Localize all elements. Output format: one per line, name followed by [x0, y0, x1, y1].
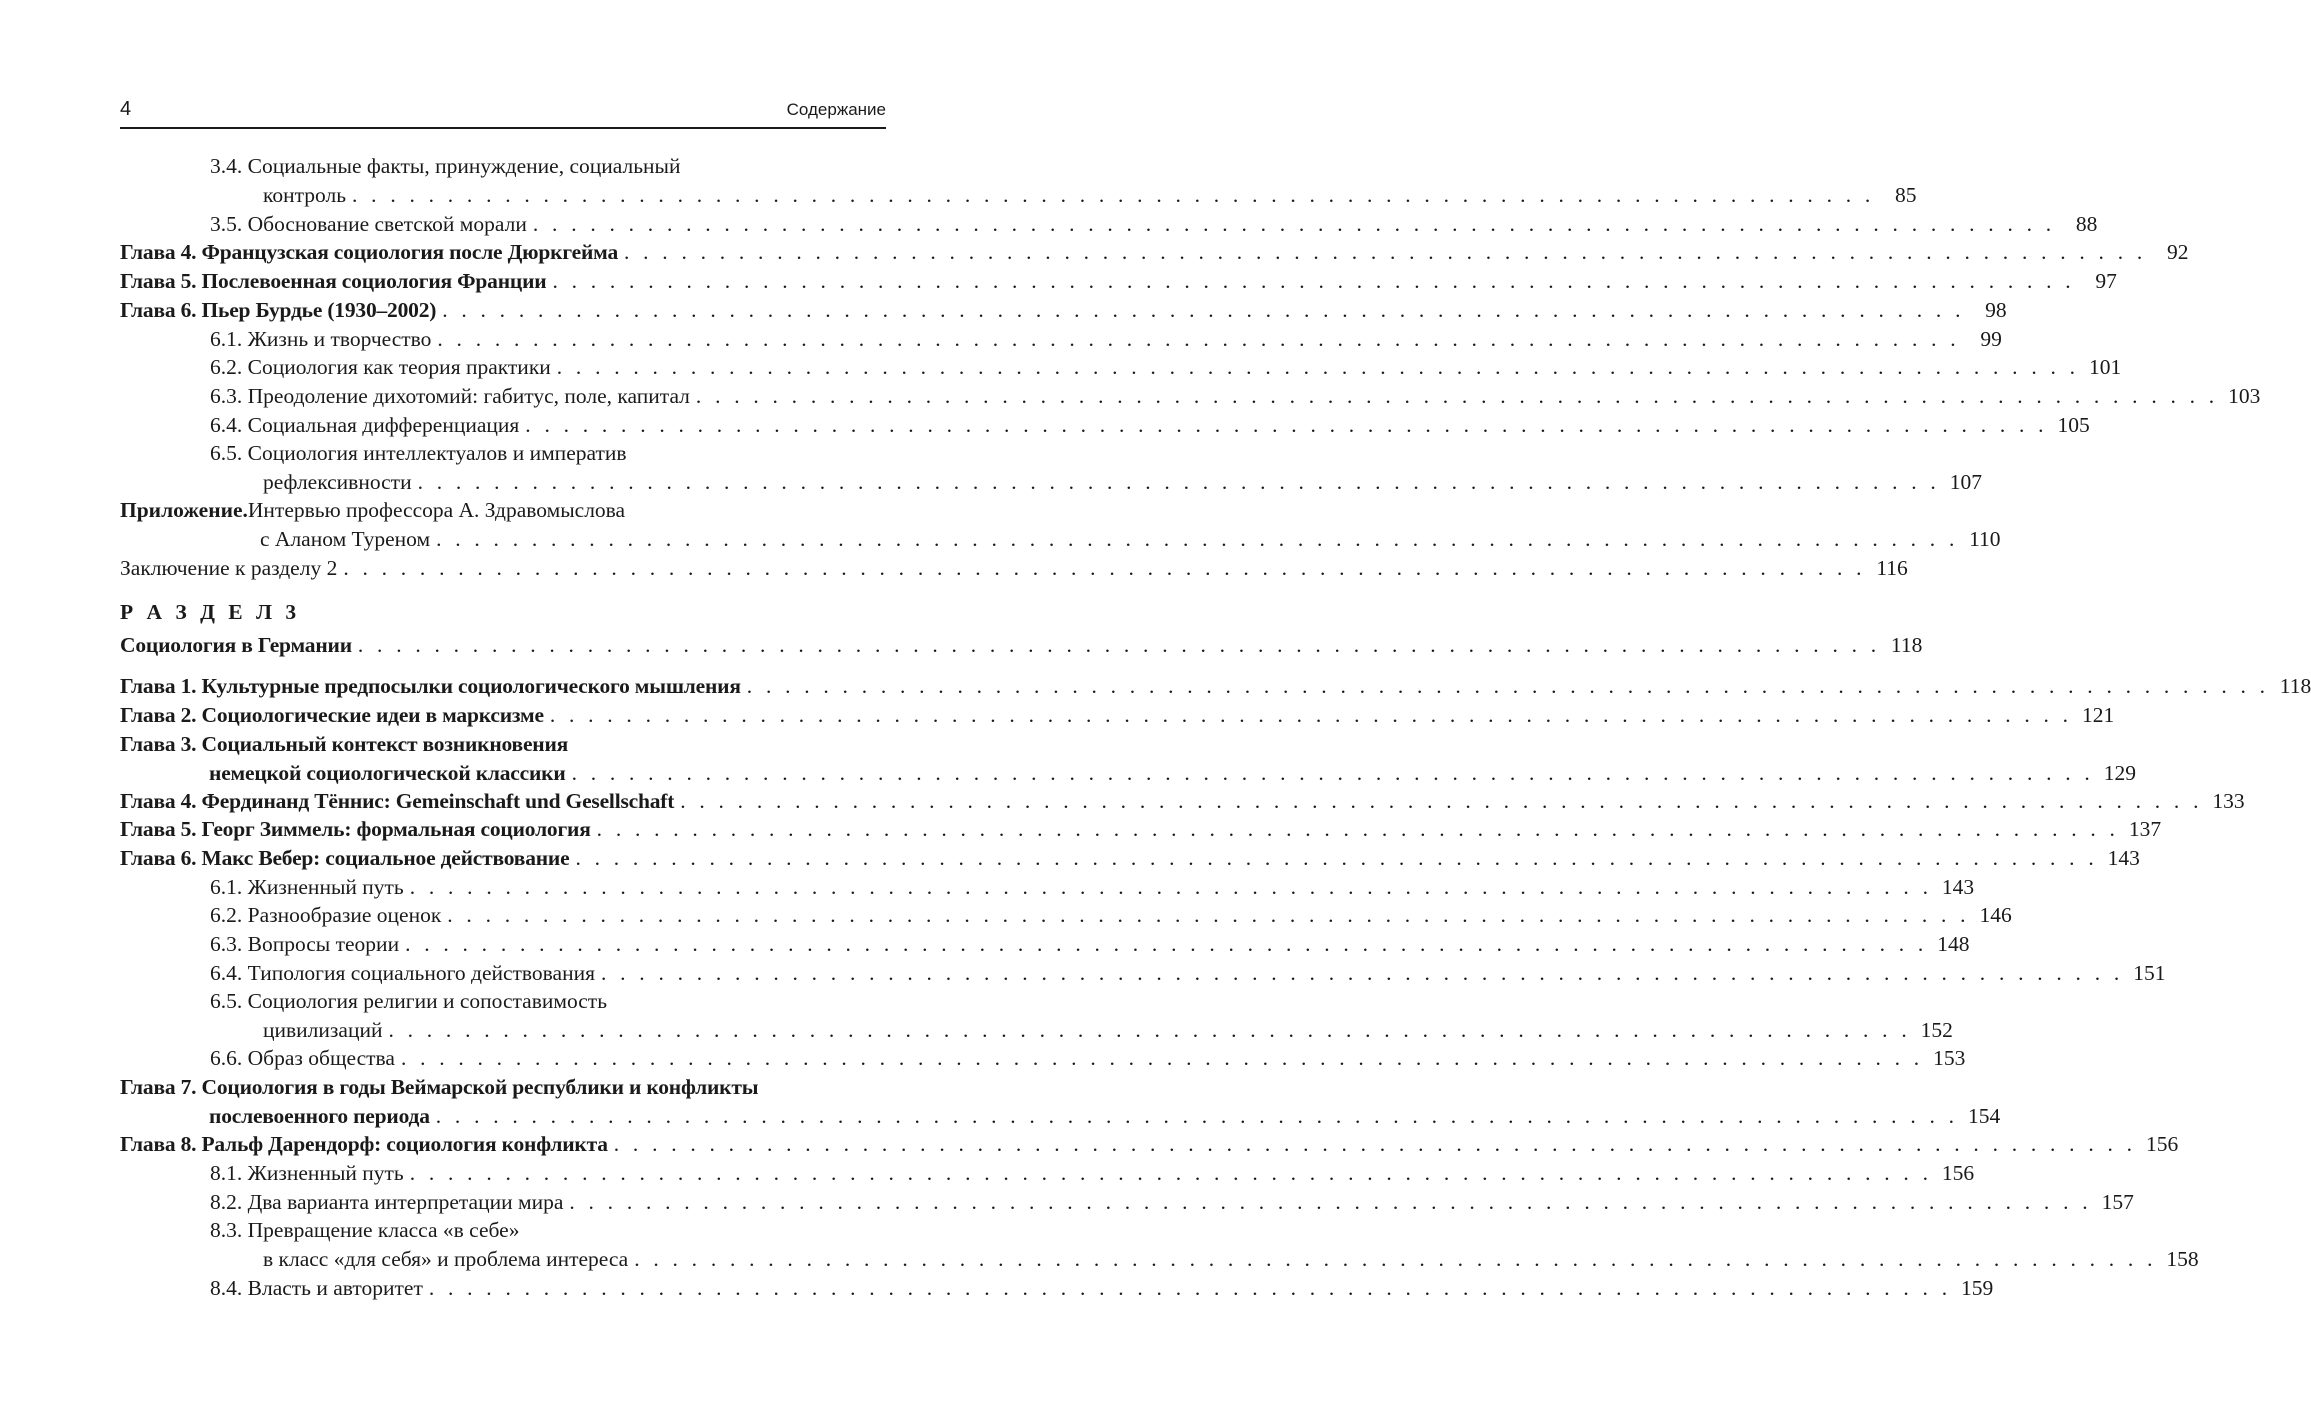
toc-entry-title: 6.4. Социальная дифференциация — [210, 413, 520, 437]
toc-entry-line — [120, 815, 2162, 844]
toc-page-number: 105 — [2057, 413, 2090, 437]
toc-entry-title: 3.5. Обоснование светской морали — [210, 212, 527, 236]
toc-page-number: 143 — [1941, 875, 1975, 899]
toc-page-number: 103 — [2228, 384, 2261, 408]
toc-entry-title: 6.5. Социология религии и сопоставимость — [210, 989, 607, 1013]
dot-leader: . . . . . . . . . . . . . . . . . . . . . . . . . . . . . . . . . . . . . . . . . . . . . . . . . . . . . . . . . . . . . . . . . . . . . . . . . . . . . . . . — [549, 703, 2073, 727]
toc-entry-line — [120, 238, 2189, 267]
toc-entry-title: 8.2. Два варианта интерпретации мира — [210, 1190, 564, 1214]
page-header — [120, 95, 886, 129]
toc-entry-title: Заключение к разделу 2 — [120, 556, 338, 580]
toc-entry-line — [210, 1274, 1994, 1303]
toc-entry-line — [210, 382, 2261, 411]
toc-entry-title: Глава 8. Ральф Дарендорф: социология конфликта — [120, 1132, 608, 1156]
toc-entry-line — [120, 496, 886, 525]
toc-entry-line — [210, 1216, 886, 1245]
dot-leader: . . . . . . . . . . . . . . . . . . . . . . . . . . . . . . . . . . . . . . . . . . . . . . . . . . . . . . . . . . . . . . . . . . . . . . . . . . . . . . . . — [417, 469, 1941, 494]
toc-entry-title: Глава 4. Фердинанд Тённис: Gemeinschaft und Gesellschaft — [120, 789, 675, 813]
toc-entry-line — [209, 759, 2136, 788]
dot-leader: . . . . . . . . . . . . . . . . . . . . . . . . . . . . . . . . . . . . . . . . . . . . . . . . . . . . . . . . . . . . . . . . . . . . . . . . . . . . . . . . — [634, 1246, 2157, 1271]
toc-entry-title: рефлексивности — [263, 469, 412, 494]
toc-entry-line — [120, 1073, 886, 1102]
toc-entry-title: 6.6. Образ общества — [210, 1046, 395, 1070]
toc-page-number: 101 — [2088, 355, 2122, 379]
dot-leader: . . . . . . . . . . . . . . . . . . . . . . . . . . . . . . . . . . . . . . . . . . . . . . . . . . . . . . . . . . . . . . . . . . . . . . . . . . . . . . . . — [624, 240, 2147, 264]
toc-page-number: 97 — [2095, 269, 2117, 293]
toc-entry-line — [260, 525, 2001, 554]
toc-page-number: 143 — [2107, 846, 2140, 870]
section-label: Р А З Д Е Л 3 — [120, 600, 301, 624]
toc-entry-line — [210, 901, 2012, 930]
toc-entry-title: Глава 7. Социология в годы Веймарской республики и конфликты — [120, 1075, 759, 1099]
dot-leader: . . . . . . . . . . . . . . . . . . . . . . . . . . . . . . . . . . . . . . . . . . . . . . . . . . . . . . . . . . . . . . . . . . . . . . . . . . . . . . . . — [680, 789, 2203, 813]
toc-entry-title: 3.4. Социальные факты, принуждение, социальный — [210, 154, 681, 178]
toc-entry-line — [263, 468, 1983, 497]
dot-leader: . . . . . . . . . . . . . . . . . . . . . . . . . . . . . . . . . . . . . . . . . . . . . . . . . . . . . . . . . . . . . . . . . . . . . . . . . . . . . . . . — [436, 526, 1959, 551]
toc-entry-title: 6.4. Типология социального действования — [210, 961, 595, 985]
toc-entry-line — [210, 325, 2002, 354]
toc-page-number: 133 — [2212, 789, 2245, 813]
toc-entry-line — [263, 181, 1917, 210]
toc-entry-line — [210, 1044, 1966, 1073]
toc-entry-line — [210, 152, 886, 181]
dot-leader: . . . . . . . . . . . . . . . . . . . . . . . . . . . . . . . . . . . . . . . . . . . . . . . . . . . . . . . . . . . . . . . . . . . . . . . . . . . . . . . . — [435, 1103, 1959, 1128]
toc-entry-line — [210, 1159, 1975, 1188]
dot-leader: . . . . . . . . . . . . . . . . . . . . . . . . . . . . . . . . . . . . . . . . . . . . . . . . . . . . . . . . . . . . . . . . . . . . . . . . . . . . . . . . — [442, 298, 1965, 322]
toc-page-number: 153 — [1933, 1046, 1966, 1070]
toc-page-number: 118 — [1890, 633, 1923, 657]
toc-page-number: 154 — [1967, 1103, 2001, 1128]
toc-entry-title: контроль — [263, 182, 347, 207]
dot-leader: . . . . . . . . . . . . . . . . . . . . . . . . . . . . . . . . . . . . . . . . . . . . . . . . . . . . . . . . . . . . . . . . . . . . . . . . . . . . . . . . — [596, 817, 2120, 841]
toc-entry-title: в класс «для себя» и проблема интереса — [263, 1246, 629, 1271]
page-number: 4 — [120, 98, 132, 120]
dot-leader: . . . . . . . . . . . . . . . . . . . . . . . . . . . . . . . . . . . . . . . . . . . . . . . . . . . . . . . . . . . . . . . . . . . . . . . . . . . . . . . . — [525, 413, 2048, 437]
dot-leader: . . . . . . . . . . . . . . . . . . . . . . . . . . . . . . . . . . . . . . . . . . . . . . . . . . . . . . . . . . . . . . . . . . . . . . . . . . . . . . . . — [532, 212, 2056, 236]
toc-page-number: 156 — [1941, 1161, 1975, 1185]
dot-leader: . . . . . . . . . . . . . . . . . . . . . . . . . . . . . . . . . . . . . . . . . . . . . . . . . . . . . . . . . . . . . . . . . . . . . . . . . . . . . . . . — [556, 355, 2080, 379]
toc-page-number: 110 — [1969, 526, 2001, 551]
toc-page-number: 146 — [1979, 903, 2012, 927]
toc-entry-title: с Аланом Туреном — [260, 526, 431, 551]
toc-entry-title: Глава 6. Макс Вебер: социальное действование — [120, 846, 570, 870]
toc-entry-title: 8.3. Превращение класса «в себе» — [210, 1218, 520, 1242]
toc-page-number: 116 — [1876, 556, 1908, 580]
toc-entry-line — [120, 631, 1923, 660]
toc-page-number: 99 — [1980, 327, 2002, 351]
toc-entry-title: Глава 5. Послевоенная социология Франции — [120, 269, 547, 293]
toc-page-number: 92 — [2166, 240, 2189, 264]
toc-entry-title: Социология в Германии — [120, 633, 352, 657]
toc-page-number: 121 — [2082, 703, 2115, 727]
toc-entry-line — [120, 787, 2245, 816]
toc-page-number: 129 — [2103, 760, 2136, 785]
toc-entry-title: цивилизаций — [263, 1017, 383, 1042]
toc-entry-title: 6.5. Социология интеллектуалов и императив — [210, 441, 627, 465]
toc-page-number: 148 — [1937, 932, 1970, 956]
toc-entry-line — [210, 930, 1970, 959]
toc-entry-line — [120, 554, 1908, 583]
dot-leader: . . . . . . . . . . . . . . . . . . . . . . . . . . . . . . . . . . . . . . . . . . . . . . . . . . . . . . . . . . . . . . . . . . . . . . . . . . . . . . . . — [569, 1190, 2092, 1214]
toc-page-number: 159 — [1961, 1276, 1994, 1300]
toc-entry-line — [263, 1245, 2199, 1274]
toc-entry-line — [210, 210, 2098, 239]
toc-page-number: 151 — [2133, 961, 2166, 985]
toc-entry-line — [120, 701, 2115, 730]
toc-entry-title: немецкой социологической классики — [209, 760, 566, 785]
toc-entry-line — [210, 439, 886, 468]
toc-entry-line — [210, 411, 2090, 440]
toc-entry-title: 6.2. Разнообразие оценок — [210, 903, 442, 927]
toc-entry-line — [120, 730, 886, 759]
dot-leader: . . . . . . . . . . . . . . . . . . . . . . . . . . . . . . . . . . . . . . . . . . . . . . . . . . . . . . . . . . . . . . . . . . . . . . . . . . . . . . . . — [409, 875, 1933, 899]
dot-leader: . . . . . . . . . . . . . . . . . . . . . . . . . . . . . . . . . . . . . . . . . . . . . . . . . . . . . . . . . . . . . . . . . . . . . . . . . . . . . . . . — [400, 1046, 1924, 1070]
toc-page-number: 137 — [2128, 817, 2162, 841]
toc-entry-line — [210, 987, 886, 1016]
dot-leader: . . . . . . . . . . . . . . . . . . . . . . . . . . . . . . . . . . . . . . . . . . . . . . . . . . . . . . . . . . . . . . . . . . . . . . . . . . . . . . . . — [405, 932, 1928, 956]
dot-leader: . . . . . . . . . . . . . . . . . . . . . . . . . . . . . . . . . . . . . . . . . . . . . . . . . . . . . . . . . . . . . . . . . . . . . . . . . . . . . . . . — [343, 556, 1866, 580]
toc-entry-title: Глава 6. Пьер Бурдье (1930–2002) — [120, 298, 437, 322]
toc-entry-title: Интервью профессора А. Здравомыслова — [247, 498, 626, 522]
dot-leader: . . . . . . . . . . . . . . . . . . . . . . . . . . . . . . . . . . . . . . . . . . . . . . . . . . . . . . . . . . . . . . . . . . . . . . . . . . . . . . . . — [552, 269, 2075, 293]
toc-entry-title: 6.1. Жизненный путь — [210, 875, 404, 899]
dot-leader: . . . . . . . . . . . . . . . . . . . . . . . . . . . . . . . . . . . . . . . . . . . . . . . . . . . . . . . . . . . . . . . . . . . . . . . . . . . . . . . . — [601, 961, 2124, 985]
toc-entry-line — [210, 873, 1975, 902]
dot-leader: . . . . . . . . . . . . . . . . . . . . . . . . . . . . . . . . . . . . . . . . . . . . . . . . . . . . . . . . . . . . . . . . . . . . . . . . . . . . . . . . — [695, 384, 2219, 408]
dot-leader: . . . . . . . . . . . . . . . . . . . . . . . . . . . . . . . . . . . . . . . . . . . . . . . . . . . . . . . . . . . . . . . . . . . . . . . . . . . . . . . . — [613, 1132, 2137, 1156]
toc-entry-line — [120, 267, 2117, 296]
toc-entry-line — [120, 672, 2311, 701]
running-title: Содержание — [786, 100, 886, 119]
toc-entry-title: Глава 4. Французская социология после Дюркгейма — [120, 240, 618, 264]
toc-page-number: 118 — [2279, 674, 2311, 698]
toc-entry-line — [120, 844, 2140, 873]
dot-leader: . . . . . . . . . . . . . . . . . . . . . . . . . . . . . . . . . . . . . . . . . . . . . . . . . . . . . . . . . . . . . . . . . . . . . . . . . . . . . . . . — [357, 633, 1881, 657]
dot-leader: . . . . . . . . . . . . . . . . . . . . . . . . . . . . . . . . . . . . . . . . . . . . . . . . . . . . . . . . . . . . . . . . . . . . . . . . . . . . . . . . — [352, 182, 1875, 207]
toc-entry-line — [210, 353, 2122, 382]
toc-entry-title: Глава 3. Социальный контекст возникновения — [120, 732, 569, 756]
dot-leader: . . . . . . . . . . . . . . . . . . . . . . . . . . . . . . . . . . . . . . . . . . . . . . . . . . . . . . . . . . . . . . . . . . . . . . . . . . . . . . . . — [575, 846, 2098, 870]
dot-leader: . . . . . . . . . . . . . . . . . . . . . . . . . . . . . . . . . . . . . . . . . . . . . . . . . . . . . . . . . . . . . . . . . . . . . . . . . . . . . . . . — [571, 760, 2094, 785]
dot-leader: . . . . . . . . . . . . . . . . . . . . . . . . . . . . . . . . . . . . . . . . . . . . . . . . . . . . . . . . . . . . . . . . . . . . . . . . . . . . . . . . — [746, 674, 2270, 698]
toc-entry-title: Глава 5. Георг Зиммель: формальная социология — [120, 817, 591, 841]
dot-leader: . . . . . . . . . . . . . . . . . . . . . . . . . . . . . . . . . . . . . . . . . . . . . . . . . . . . . . . . . . . . . . . . . . . . . . . . . . . . . . . . — [409, 1161, 1933, 1185]
toc-page-number: 107 — [1949, 469, 1983, 494]
toc-entry-line — [210, 1188, 2134, 1217]
toc-entry-line — [209, 1102, 2001, 1131]
toc-entry-line — [120, 296, 2007, 325]
toc-page-number: 158 — [2166, 1246, 2199, 1271]
toc-entry-title: 8.1. Жизненный путь — [210, 1161, 404, 1185]
dot-leader: . . . . . . . . . . . . . . . . . . . . . . . . . . . . . . . . . . . . . . . . . . . . . . . . . . . . . . . . . . . . . . . . . . . . . . . . . . . . . . . . — [437, 327, 1960, 351]
toc-entry-line — [120, 1130, 2179, 1159]
toc-page-number: 98 — [1985, 298, 2007, 322]
toc-page-number: 152 — [1920, 1017, 1953, 1042]
toc-entry-line — [210, 959, 2166, 988]
dot-leader: . . . . . . . . . . . . . . . . . . . . . . . . . . . . . . . . . . . . . . . . . . . . . . . . . . . . . . . . . . . . . . . . . . . . . . . . . . . . . . . . — [447, 903, 1970, 927]
toc-entry-title: Глава 2. Социологические идеи в марксизме — [120, 703, 544, 727]
toc-entry-line — [263, 1016, 1953, 1045]
toc-page-number: 85 — [1894, 182, 1917, 207]
toc-entry-title: 6.1. Жизнь и творчество — [210, 327, 432, 351]
toc-entry-title: 6.3. Вопросы теории — [210, 932, 400, 956]
toc-entry-title: 6.2. Социология как теория практики — [210, 355, 551, 379]
toc-page-number: 156 — [2145, 1132, 2179, 1156]
toc-page-number: 88 — [2075, 212, 2098, 236]
toc-entry-title: 8.4. Власть и авторитет — [210, 1276, 423, 1300]
toc-entry-title: 6.3. Преодоление дихотомий: габитус, поле, капитал — [210, 384, 690, 408]
toc-entry-label: Приложение. — [120, 498, 248, 522]
toc-page-number: 157 — [2101, 1190, 2134, 1214]
toc-entry-title: послевоенного периода — [209, 1103, 430, 1128]
dot-leader: . . . . . . . . . . . . . . . . . . . . . . . . . . . . . . . . . . . . . . . . . . . . . . . . . . . . . . . . . . . . . . . . . . . . . . . . . . . . . . . . — [428, 1276, 1952, 1300]
toc-entry-title: Глава 1. Культурные предпосылки социологического мышления — [120, 674, 741, 698]
dot-leader: . . . . . . . . . . . . . . . . . . . . . . . . . . . . . . . . . . . . . . . . . . . . . . . . . . . . . . . . . . . . . . . . . . . . . . . . . . . . . . . . — [388, 1017, 1911, 1042]
